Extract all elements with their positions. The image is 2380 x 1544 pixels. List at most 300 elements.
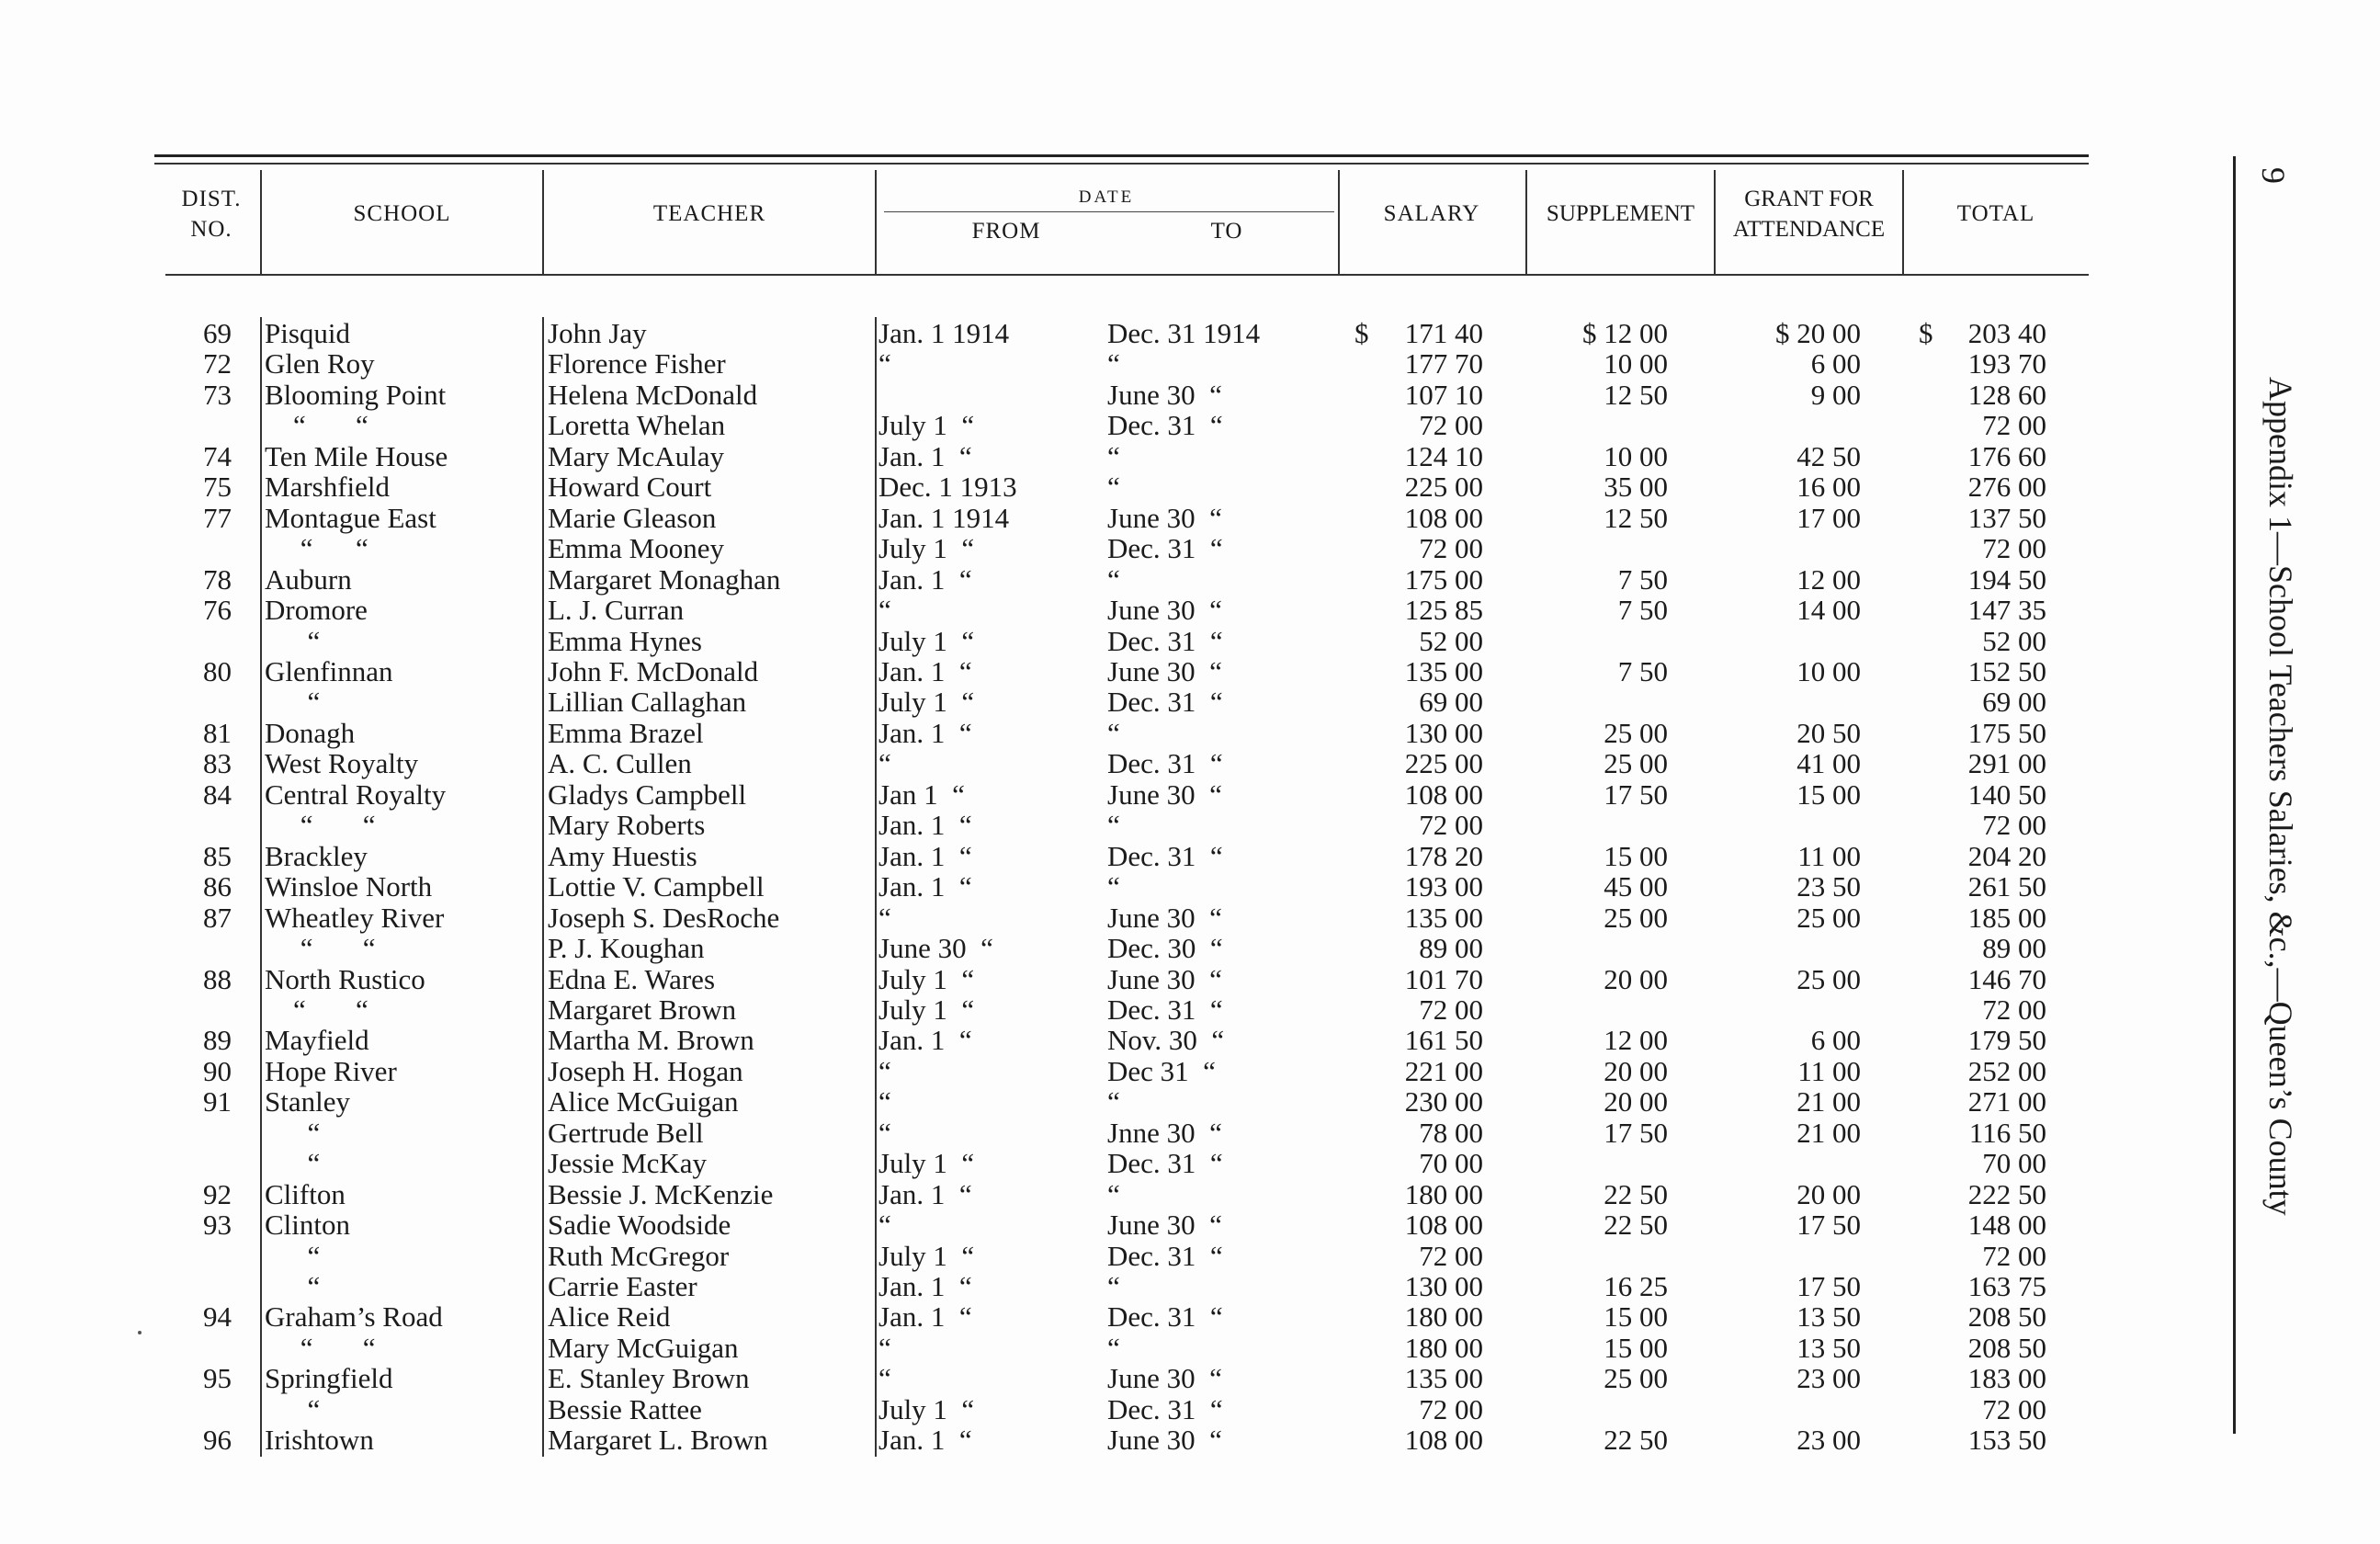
- teacher-cell: Lottie V. Campbell: [548, 870, 765, 903]
- salary-cell: 193 00: [1404, 870, 1483, 903]
- total-cell: 175 50: [1967, 716, 2046, 749]
- total-cell: 276 00: [1967, 471, 2046, 504]
- supplement-cell: 20 00: [1604, 1085, 1668, 1118]
- date-to-cell: Dec. 31 “: [1107, 839, 1223, 872]
- date-to-cell: “: [1107, 562, 1120, 596]
- date-from-cell: “: [878, 1054, 891, 1087]
- teacher-cell: Alice McGuigan: [548, 1085, 739, 1118]
- date-to-cell: Dec. 31 “: [1107, 1392, 1223, 1425]
- total-cell: 271 00: [1967, 1085, 2046, 1118]
- top-rule: [154, 154, 2089, 157]
- teacher-cell: Mary Roberts: [548, 809, 706, 842]
- date-to-cell: June 30 “: [1107, 378, 1222, 411]
- teacher-cell: Emma Mooney: [548, 532, 724, 565]
- supplement-cell: 45 00: [1604, 870, 1668, 903]
- total-cell: 194 50: [1967, 562, 2046, 596]
- date-from-cell: July 1 “: [878, 993, 975, 1026]
- teacher-cell: Joseph S. DesRoche: [548, 901, 780, 934]
- salary-cell: 101 70: [1404, 962, 1483, 995]
- salary-cell: 72 00: [1419, 809, 1483, 842]
- teacher-cell: E. Stanley Brown: [548, 1362, 750, 1395]
- total-cell: 72 00: [1982, 809, 2046, 842]
- date-to-cell: “: [1107, 1270, 1120, 1302]
- date-from-cell: July 1 “: [878, 962, 975, 995]
- header-date: DATE: [1078, 187, 1135, 207]
- date-from-cell: “: [878, 1331, 891, 1364]
- header-school: SCHOOL: [353, 201, 451, 226]
- header-grant-line2: ATTENDANCE: [1732, 217, 1886, 242]
- salary-cell: 177 70: [1404, 347, 1483, 380]
- dist-no-cell: 94: [203, 1300, 232, 1334]
- dist-no-cell: 93: [203, 1209, 232, 1242]
- date-from-cell: “: [878, 901, 891, 934]
- salary-currency-cell: $: [1354, 317, 1369, 349]
- date-from-cell: Jan. 1 “: [878, 809, 972, 842]
- header-total: TOTAL: [1956, 201, 2035, 226]
- date-from-cell: Jan. 1 “: [878, 1024, 972, 1057]
- grant-cell: 17 00: [1796, 501, 1861, 534]
- grant-cell: 11 00: [1797, 1054, 1861, 1087]
- total-cell: 208 50: [1967, 1300, 2046, 1334]
- salary-cell: 180 00: [1404, 1331, 1483, 1364]
- teacher-cell: Amy Huestis: [548, 839, 697, 872]
- dist-no-cell: 91: [203, 1085, 232, 1118]
- date-to-cell: Dec 31 “: [1107, 1054, 1216, 1087]
- total-cell: 72 00: [1982, 532, 2046, 565]
- salary-cell: 89 00: [1419, 932, 1483, 964]
- date-from-cell: Jan. 1 1914: [878, 501, 1010, 534]
- school-cell: Mayfield: [265, 1024, 369, 1057]
- total-cell: 146 70: [1967, 962, 2046, 995]
- side-caption: [2262, 377, 2299, 1480]
- total-cell: 183 00: [1967, 1362, 2046, 1395]
- school-cell: Marshfield: [265, 471, 391, 504]
- dist-no-cell: 90: [203, 1054, 232, 1087]
- salary-cell: 175 00: [1404, 562, 1483, 596]
- header-salary: SALARY: [1383, 201, 1480, 226]
- total-cell: 193 70: [1967, 347, 2046, 380]
- date-to-cell: June 30 “: [1107, 594, 1222, 626]
- teacher-cell: John Jay: [548, 317, 647, 349]
- dist-no-cell: 85: [203, 839, 232, 872]
- date-from-cell: Jan. 1 “: [878, 839, 972, 872]
- grant-cell: 10 00: [1796, 655, 1861, 687]
- date-to-cell: Dec. 31 “: [1107, 747, 1223, 780]
- dist-no-cell: 95: [203, 1362, 232, 1395]
- school-cell: “: [265, 1147, 321, 1180]
- school-cell: “ “: [265, 932, 376, 964]
- supplement-cell: 15 00: [1604, 1300, 1668, 1334]
- school-cell: Blooming Point: [265, 378, 447, 411]
- header-from: FROM: [971, 219, 1041, 244]
- supplement-cell: 15 00: [1604, 839, 1668, 872]
- school-cell: North Rustico: [265, 962, 425, 995]
- dist-no-cell: 76: [203, 594, 232, 626]
- dist-no-cell: 73: [203, 378, 232, 411]
- teacher-cell: Gertrude Bell: [548, 1116, 704, 1149]
- date-from-cell: July 1 “: [878, 532, 975, 565]
- salary-cell: 70 00: [1419, 1147, 1483, 1180]
- dist-no-cell: 83: [203, 747, 232, 780]
- header-supplement: SUPPLEMENT: [1546, 201, 1695, 226]
- total-cell: 176 60: [1967, 439, 2046, 472]
- salary-cell: 69 00: [1419, 686, 1483, 719]
- supplement-cell: 35 00: [1604, 471, 1668, 504]
- school-cell: Dromore: [265, 594, 368, 626]
- teacher-cell: Margaret L. Brown: [548, 1424, 768, 1457]
- total-cell: 89 00: [1982, 932, 2046, 964]
- grant-cell: 23 00: [1796, 1362, 1861, 1395]
- date-from-cell: Jan. 1 “: [878, 1270, 972, 1302]
- teacher-cell: Helena McDonald: [548, 378, 758, 411]
- date-from-cell: Jan. 1 1914: [878, 317, 1010, 349]
- salary-cell: 108 00: [1404, 778, 1483, 811]
- school-cell: Clifton: [265, 1177, 346, 1210]
- date-from-cell: Jan. 1 “: [878, 1300, 972, 1334]
- date-to-cell: “: [1107, 1085, 1120, 1118]
- total-cell: 72 00: [1982, 1392, 2046, 1425]
- salary-cell: 108 00: [1404, 1209, 1483, 1242]
- total-cell: 52 00: [1982, 624, 2046, 657]
- school-cell: Graham’s Road: [265, 1300, 443, 1334]
- date-to-cell: Dec. 31 “: [1107, 624, 1223, 657]
- school-cell: Glenfinnan: [265, 655, 393, 687]
- header-dist-line1: DIST.: [181, 187, 242, 211]
- dist-no-cell: 80: [203, 655, 232, 687]
- total-cell: 291 00: [1967, 747, 2046, 780]
- supplement-cell: 17 50: [1604, 1116, 1668, 1149]
- teacher-cell: Martha M. Brown: [548, 1024, 754, 1057]
- teacher-cell: Margaret Monaghan: [548, 562, 781, 596]
- header-dist-line2: NO.: [190, 217, 232, 242]
- total-cell: 69 00: [1982, 686, 2046, 719]
- date-to-cell: June 30 “: [1107, 655, 1222, 687]
- date-to-cell: June 30 “: [1107, 1424, 1222, 1457]
- salary-cell: 72 00: [1419, 532, 1483, 565]
- date-from-cell: Jan. 1 “: [878, 716, 972, 749]
- salary-cell: 171 40: [1404, 317, 1483, 349]
- grant-cell: 6 00: [1810, 347, 1861, 380]
- date-to-cell: Dec. 31 “: [1107, 993, 1223, 1026]
- date-to-cell: June 30 “: [1107, 501, 1222, 534]
- school-cell: “: [265, 1392, 321, 1425]
- grant-cell: 13 50: [1796, 1331, 1861, 1364]
- date-from-cell: “: [878, 1085, 891, 1118]
- grant-cell: 25 00: [1796, 962, 1861, 995]
- date-to-cell: Dec. 31 “: [1107, 532, 1223, 565]
- date-from-cell: Jan. 1 “: [878, 562, 972, 596]
- salary-cell: 107 10: [1404, 378, 1483, 411]
- school-cell: Hope River: [265, 1054, 397, 1087]
- date-to-cell: June 30 “: [1107, 962, 1222, 995]
- grant-cell: 16 00: [1796, 471, 1861, 504]
- dist-no-cell: 86: [203, 870, 232, 903]
- total-cell: 72 00: [1982, 993, 2046, 1026]
- grant-cell: 13 50: [1796, 1300, 1861, 1334]
- total-cell: 204 20: [1967, 839, 2046, 872]
- total-cell: 152 50: [1967, 655, 2046, 687]
- date-from-cell: Jan. 1 “: [878, 1424, 972, 1457]
- teacher-cell: Edna E. Wares: [548, 962, 716, 995]
- grant-cell: 14 00: [1796, 594, 1861, 626]
- dist-no-cell: 96: [203, 1424, 232, 1457]
- teacher-cell: Sadie Woodside: [548, 1209, 731, 1242]
- teacher-cell: Mary McGuigan: [548, 1331, 739, 1364]
- total-cell: 203 40: [1967, 317, 2046, 349]
- salary-cell: 108 00: [1404, 1424, 1483, 1457]
- teacher-cell: John F. McDonald: [548, 655, 759, 687]
- school-cell: Springfield: [265, 1362, 393, 1395]
- school-cell: “ “: [265, 993, 368, 1026]
- teacher-cell: Emma Brazel: [548, 716, 704, 749]
- header-to: TO: [1210, 219, 1243, 244]
- date-from-cell: “: [878, 747, 891, 780]
- supplement-cell: 25 00: [1604, 747, 1668, 780]
- date-from-cell: “: [878, 594, 891, 626]
- salary-cell: 178 20: [1404, 839, 1483, 872]
- school-cell: “ “: [265, 809, 376, 842]
- supplement-cell: 7 50: [1617, 655, 1668, 687]
- school-cell: Irishtown: [265, 1424, 374, 1457]
- salary-cell: 135 00: [1404, 1362, 1483, 1395]
- date-from-cell: “: [878, 1209, 891, 1242]
- salary-cell: 135 00: [1404, 655, 1483, 687]
- teacher-cell: Emma Hynes: [548, 624, 702, 657]
- teacher-cell: Loretta Whelan: [548, 409, 726, 442]
- body-rule-date: [875, 317, 877, 1457]
- grant-cell: 11 00: [1797, 839, 1861, 872]
- date-to-cell: June 30 “: [1107, 1362, 1222, 1395]
- body-rule-teacher: [542, 317, 544, 1457]
- school-cell: “: [265, 686, 321, 719]
- total-currency-cell: $: [1919, 317, 1933, 349]
- salary-cell: 124 10: [1404, 439, 1483, 472]
- grant-cell: 41 00: [1796, 747, 1861, 780]
- total-cell: 179 50: [1967, 1024, 2046, 1057]
- school-cell: Donagh: [265, 716, 356, 749]
- school-cell: “: [265, 1270, 321, 1302]
- school-cell: Stanley: [265, 1085, 350, 1118]
- date-to-cell: Nov. 30 “: [1107, 1024, 1225, 1057]
- grant-cell: 21 00: [1796, 1116, 1861, 1149]
- dist-no-cell: 69: [203, 317, 232, 349]
- date-from-cell: Jan. 1 “: [878, 655, 972, 687]
- total-cell: 72 00: [1982, 409, 2046, 442]
- dist-no-cell: 84: [203, 778, 232, 811]
- dist-no-cell: 88: [203, 962, 232, 995]
- supplement-cell: 12 00: [1604, 1024, 1668, 1057]
- date-to-cell: Dec. 31 1914: [1107, 317, 1261, 349]
- date-to-cell: “: [1107, 471, 1120, 504]
- school-cell: Pisquid: [265, 317, 351, 349]
- teacher-cell: Carrie Easter: [548, 1270, 697, 1302]
- dist-no-cell: 78: [203, 562, 232, 596]
- total-cell: 70 00: [1982, 1147, 2046, 1180]
- grant-cell: 9 00: [1810, 378, 1861, 411]
- supplement-cell: 16 25: [1604, 1270, 1668, 1302]
- date-to-cell: Dec. 30 “: [1107, 932, 1223, 964]
- dist-no-cell: 89: [203, 1024, 232, 1057]
- date-from-cell: July 1 “: [878, 1239, 975, 1272]
- teacher-cell: Howard Court: [548, 471, 712, 504]
- date-from-cell: Dec. 1 1913: [878, 471, 1017, 504]
- grant-cell: 17 50: [1796, 1270, 1861, 1302]
- total-cell: 147 35: [1967, 594, 2046, 626]
- supplement-cell: $ 12 00: [1582, 317, 1668, 349]
- date-to-cell: “: [1107, 870, 1120, 903]
- date-to-cell: “: [1107, 716, 1120, 749]
- grant-cell: 23 00: [1796, 1424, 1861, 1457]
- salary-cell: 130 00: [1404, 716, 1483, 749]
- teacher-cell: Bessie Rattee: [548, 1392, 702, 1425]
- teacher-cell: P. J. Koughan: [548, 932, 705, 964]
- grant-cell: 15 00: [1796, 778, 1861, 811]
- supplement-cell: 17 50: [1604, 778, 1668, 811]
- date-from-cell: June 30 “: [878, 932, 993, 964]
- salary-cell: 180 00: [1404, 1177, 1483, 1210]
- salary-cell: 130 00: [1404, 1270, 1483, 1302]
- salary-cell: 78 00: [1419, 1116, 1483, 1149]
- total-cell: 163 75: [1967, 1270, 2046, 1302]
- grant-cell: 6 00: [1810, 1024, 1861, 1057]
- school-cell: Brackley: [265, 839, 368, 872]
- date-to-cell: Dec. 31 “: [1107, 409, 1223, 442]
- speck: [138, 1331, 142, 1334]
- total-cell: 137 50: [1967, 501, 2046, 534]
- teacher-cell: A. C. Cullen: [548, 747, 692, 780]
- supplement-cell: 22 50: [1604, 1209, 1668, 1242]
- salary-cell: 225 00: [1404, 471, 1483, 504]
- grant-cell: 12 00: [1796, 562, 1861, 596]
- salary-cell: 135 00: [1404, 901, 1483, 934]
- date-from-cell: July 1 “: [878, 1392, 975, 1425]
- teacher-cell: Jessie McKay: [548, 1147, 708, 1180]
- teacher-cell: Ruth McGregor: [548, 1239, 730, 1272]
- dist-no-cell: 92: [203, 1177, 232, 1210]
- body-rule-school: [260, 317, 262, 1457]
- supplement-cell: 20 00: [1604, 1054, 1668, 1087]
- date-to-cell: June 30 “: [1107, 901, 1222, 934]
- date-from-cell: “: [878, 347, 891, 380]
- date-to-cell: June 30 “: [1107, 778, 1222, 811]
- teacher-cell: Alice Reid: [548, 1300, 671, 1334]
- supplement-cell: 10 00: [1604, 439, 1668, 472]
- side-rule: [2233, 156, 2236, 1434]
- date-to-cell: Dec. 31 “: [1107, 1300, 1223, 1334]
- date-to-cell: Dec. 31 “: [1107, 1239, 1223, 1272]
- salary-cell: 180 00: [1404, 1300, 1483, 1334]
- teacher-cell: L. J. Curran: [548, 594, 685, 626]
- teacher-cell: Marie Gleason: [548, 501, 717, 534]
- dist-no-cell: 72: [203, 347, 232, 380]
- teacher-cell: Margaret Brown: [548, 993, 737, 1026]
- header-dist-no: [165, 184, 257, 244]
- supplement-cell: 7 50: [1617, 562, 1668, 596]
- date-to-cell: Dec. 31 “: [1107, 686, 1223, 719]
- school-cell: Montague East: [265, 501, 436, 534]
- total-cell: 252 00: [1967, 1054, 2046, 1087]
- total-cell: 261 50: [1967, 870, 2046, 903]
- date-to-cell: Jnne 30 “: [1107, 1116, 1222, 1149]
- supplement-cell: 25 00: [1604, 1362, 1668, 1395]
- supplement-cell: 22 50: [1604, 1177, 1668, 1210]
- date-from-cell: Jan. 1 “: [878, 439, 972, 472]
- school-cell: Central Royalty: [265, 778, 447, 811]
- teacher-cell: Lillian Callaghan: [548, 686, 747, 719]
- header-teacher: TEACHER: [652, 201, 766, 226]
- salary-cell: 125 85: [1404, 594, 1483, 626]
- salary-cell: 72 00: [1419, 993, 1483, 1026]
- teacher-cell: Bessie J. McKenzie: [548, 1177, 774, 1210]
- teacher-cell: Joseph H. Hogan: [548, 1054, 743, 1087]
- teacher-cell: Mary McAulay: [548, 439, 724, 472]
- grant-cell: 25 00: [1796, 901, 1861, 934]
- date-to-cell: “: [1107, 1177, 1120, 1210]
- total-cell: 72 00: [1982, 1239, 2046, 1272]
- grant-cell: 17 50: [1796, 1209, 1861, 1242]
- date-to-cell: “: [1107, 809, 1120, 842]
- total-cell: 185 00: [1967, 901, 2046, 934]
- date-to-cell: “: [1107, 1331, 1120, 1364]
- date-from-cell: “: [878, 1116, 891, 1149]
- dist-no-cell: 75: [203, 471, 232, 504]
- school-cell: “ “: [265, 1331, 376, 1364]
- supplement-cell: 7 50: [1617, 594, 1668, 626]
- school-cell: West Royalty: [265, 747, 419, 780]
- total-cell: 208 50: [1967, 1331, 2046, 1364]
- grant-cell: 42 50: [1796, 439, 1861, 472]
- date-from-cell: Jan 1 “: [878, 778, 965, 811]
- supplement-cell: 25 00: [1604, 716, 1668, 749]
- teacher-cell: Gladys Campbell: [548, 778, 747, 811]
- school-cell: Clinton: [265, 1209, 351, 1242]
- salary-cell: 72 00: [1419, 409, 1483, 442]
- supplement-cell: 12 50: [1604, 378, 1668, 411]
- header-bottom-rule: [165, 274, 2089, 276]
- salary-cell: 225 00: [1404, 747, 1483, 780]
- dist-no-cell: 77: [203, 501, 232, 534]
- total-cell: 128 60: [1967, 378, 2046, 411]
- page-number: 9: [2255, 167, 2292, 184]
- date-from-cell: July 1 “: [878, 409, 975, 442]
- date-from-cell: Jan. 1 “: [878, 1177, 972, 1210]
- total-cell: 153 50: [1967, 1424, 2046, 1457]
- date-to-cell: June 30 “: [1107, 1209, 1222, 1242]
- supplement-cell: 15 00: [1604, 1331, 1668, 1364]
- salary-cell: 52 00: [1419, 624, 1483, 657]
- salary-cell: 221 00: [1404, 1054, 1483, 1087]
- grant-cell: 20 50: [1796, 716, 1861, 749]
- date-from-cell: July 1 “: [878, 1147, 975, 1180]
- school-cell: “ “: [265, 532, 368, 565]
- date-from-cell: Jan. 1 “: [878, 870, 972, 903]
- school-cell: Winsloe North: [265, 870, 433, 903]
- date-from-cell: “: [878, 1362, 891, 1395]
- top-rule-secondary: [154, 163, 2089, 165]
- side-caption-text: Appendix 1—School Teachers Salaries, &c.,—Queen’s County: [2262, 377, 2299, 1216]
- date-to-cell: “: [1107, 439, 1120, 472]
- dist-no-cell: 81: [203, 716, 232, 749]
- salary-cell: 72 00: [1419, 1239, 1483, 1272]
- dist-no-cell: 87: [203, 901, 232, 934]
- total-cell: 148 00: [1967, 1209, 2046, 1242]
- supplement-cell: 20 00: [1604, 962, 1668, 995]
- total-cell: 116 50: [1968, 1116, 2046, 1149]
- grant-cell: 21 00: [1796, 1085, 1861, 1118]
- supplement-cell: 10 00: [1604, 347, 1668, 380]
- school-cell: “: [265, 1239, 321, 1272]
- school-cell: Ten Mile House: [265, 439, 448, 472]
